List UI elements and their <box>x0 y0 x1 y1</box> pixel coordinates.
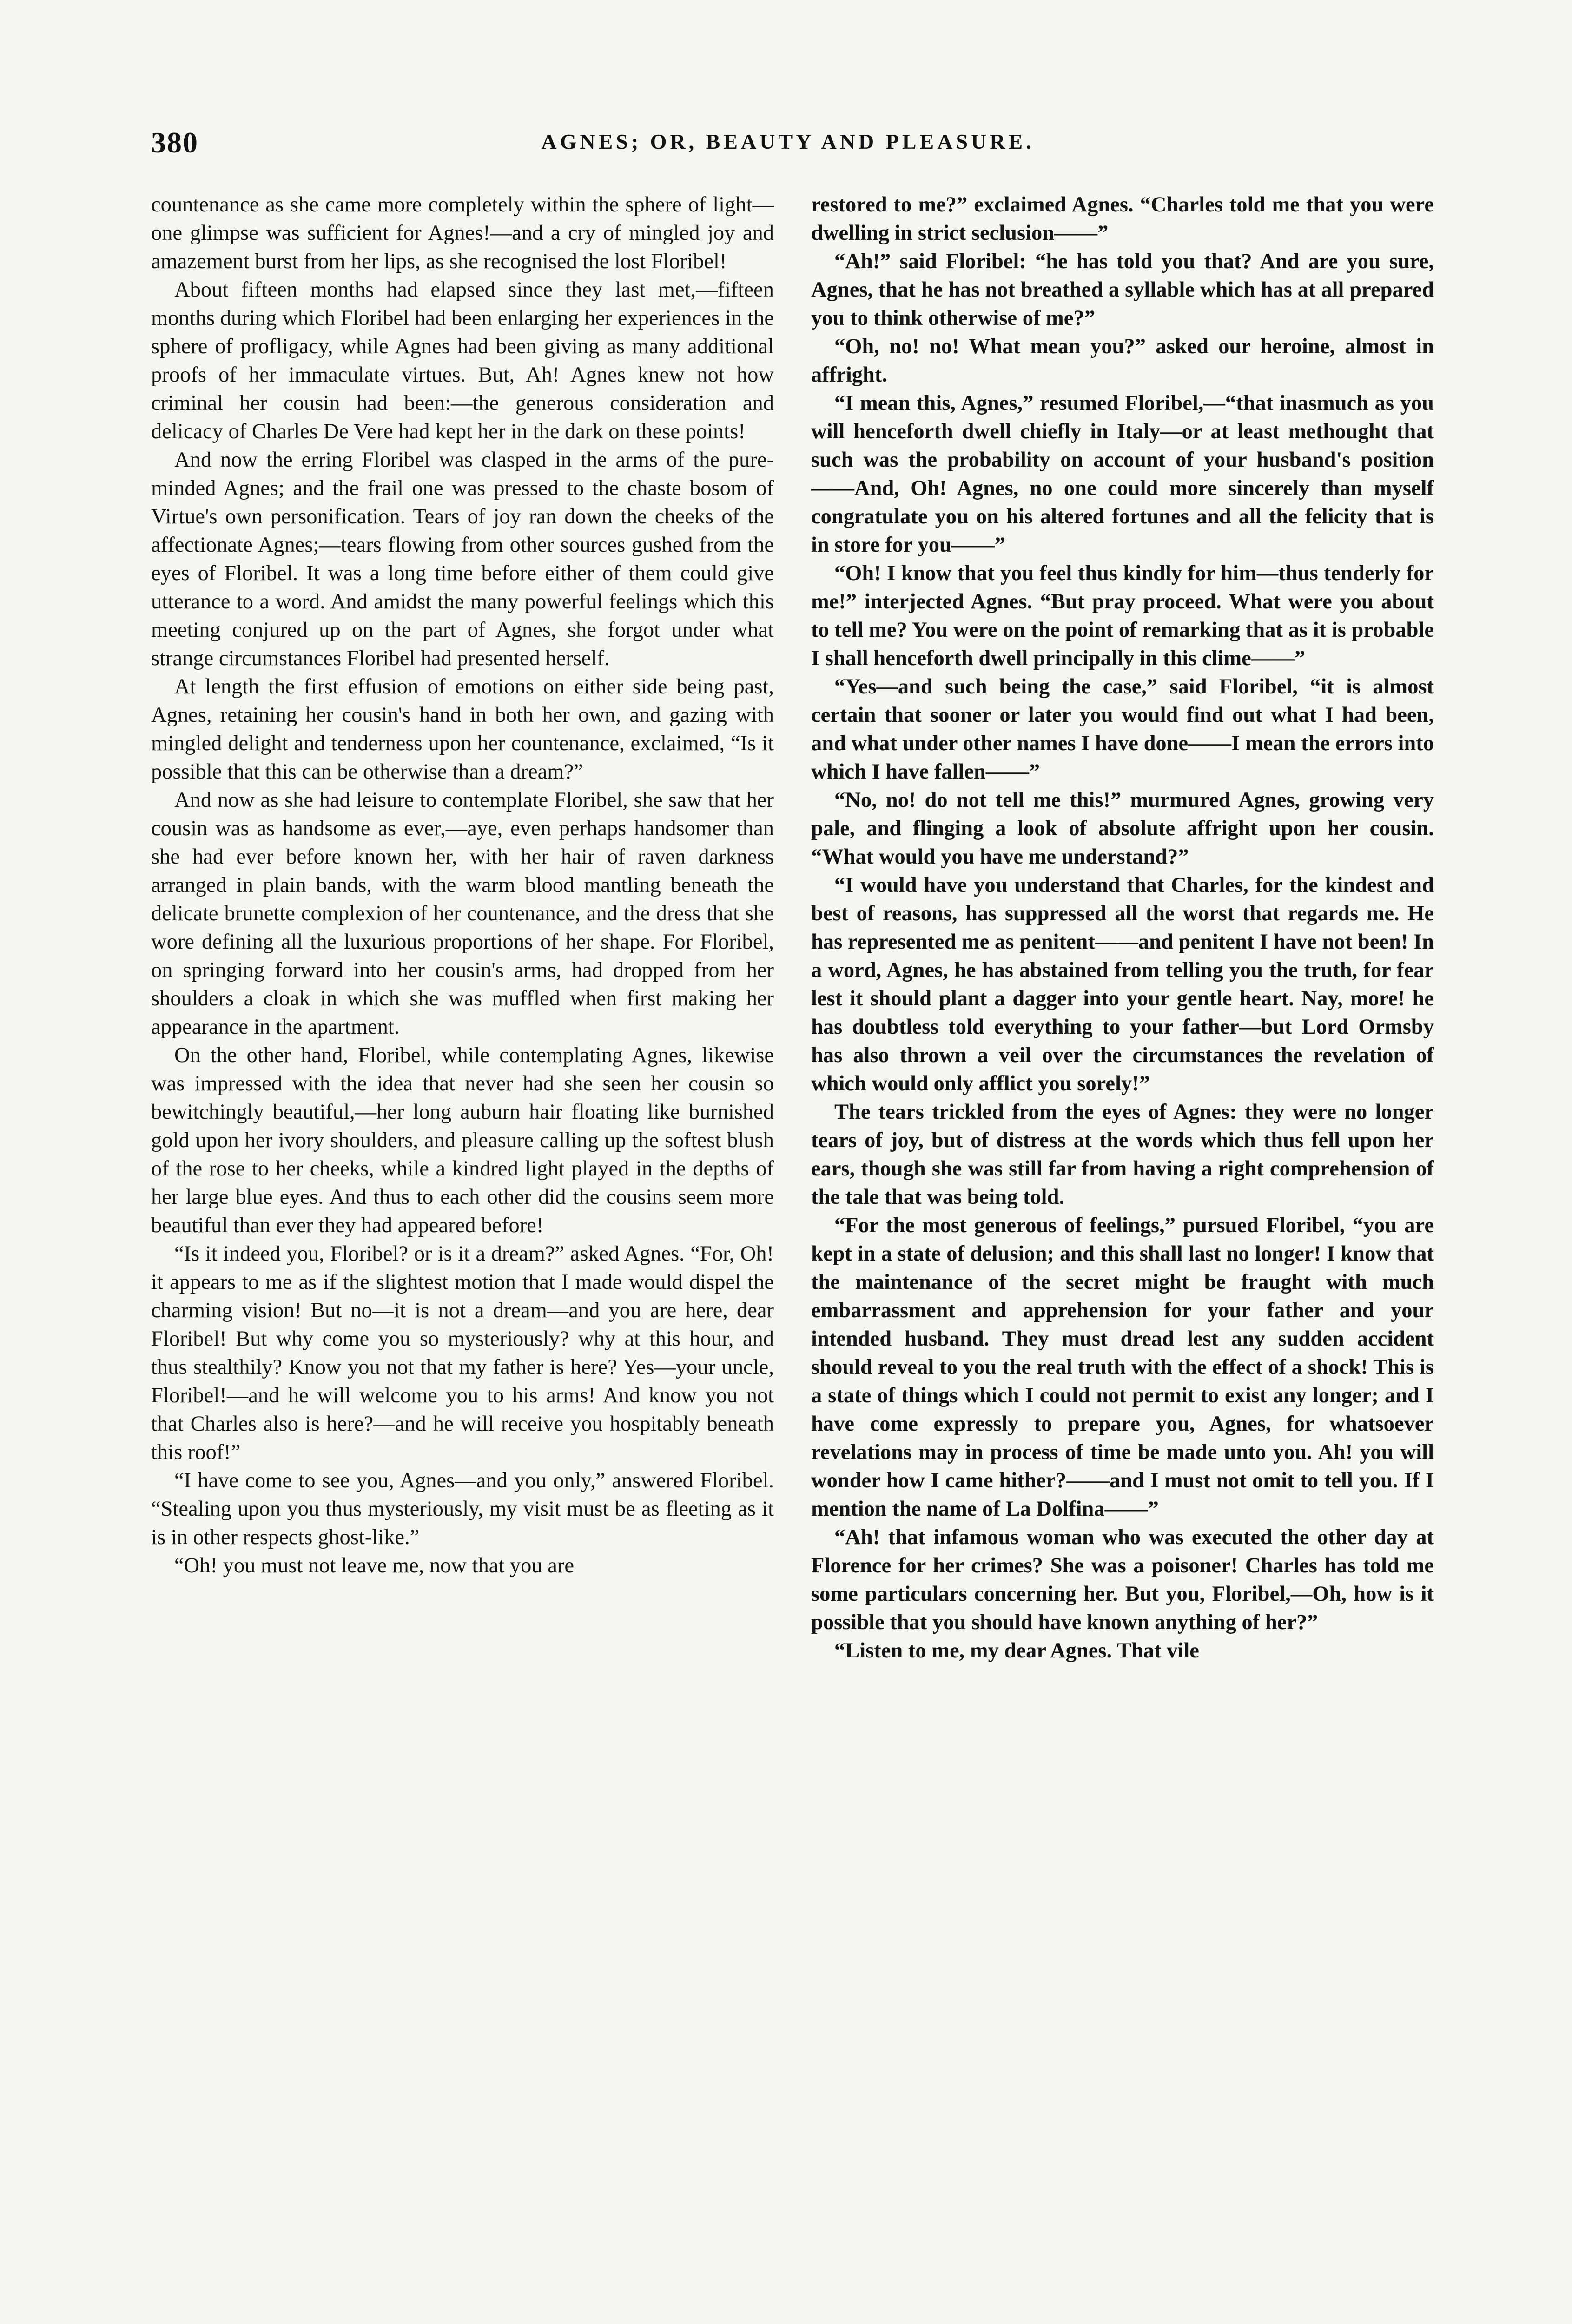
paragraph: “No, no! do not tell me this!” murmured Agnes, growing very pale, and flinging a look of absolute affright upon her cousin. “What would you have me understand?” <box>811 788 1434 869</box>
page-number: 380 <box>151 126 198 159</box>
paragraph: And now as she had leisure to contemplate Floribel, she saw that her cousin was as handsome as ever,—aye, even perhaps handsomer than she had ever before known her, with her hair of raven darkness arranged in plain bands, with the warm blood mantling beneath the delicate brunette complexion of her countenance, and the dress that she wore defining all the luxurious proportions of her shape. For Floribel, on springing forward into her cousin's arms, had dropped from her shoulders a cloak in which she was muffled when first making her appearance in the apartment. <box>151 788 774 1039</box>
left-column <box>151 191 774 1580</box>
running-title: AGNES; OR, BEAUTY AND PLEASURE. <box>541 130 1035 153</box>
paragraph: At length the first effusion of emotions on either side being past, Agnes, retaining her cousin's hand in both her own, and gazing with mingled delight and tenderness upon her countenance, exclaimed, “Is it possible that this can be otherwise than a dream?” <box>151 675 774 784</box>
paragraph: “Ah!” said Floribel: “he has told you that? And are you sure, Agnes, that he has not breathed a syllable which has at all prepared you to think otherwise of me?” <box>811 250 1434 330</box>
paragraph: The tears trickled from the eyes of Agnes: they were no longer tears of joy, but of distress at the words which thus fell upon her ears, though she was still far from having a right comprehension of the tale that was being told. <box>811 1100 1434 1209</box>
paragraph: “I have come to see you, Agnes—and you only,” answered Floribel. “Stealing upon you thus mysteriously, my visit must be as fleeting as it is in other respects ghost-like.” <box>151 1469 774 1549</box>
paragraph: On the other hand, Floribel, while contemplating Agnes, likewise was impressed with the idea that never had she seen her cousin so bewitchingly beautiful,—her long auburn hair floating like burnished gold upon her ivory shoulders, and pleasure calling up the softest blush of the rose to her cheeks, while a kindred light played in the depths of her large blue eyes. And thus to each other did the cousins seem more beautiful than ever they had appeared before! <box>151 1043 774 1237</box>
paragraph: “Oh, no! no! What mean you?” asked our heroine, almost in affright. <box>811 335 1434 387</box>
paragraph: About fifteen months had elapsed since they last met,—fifteen months during which Floribel had been enlarging her experiences in the sphere of profligacy, while Agnes had been giving as many additional proofs of her immaculate virtues. But, Ah! Agnes knew not how criminal her cousin had been:—the generous consideration and delicacy of Charles De Vere had kept her in the dark on these points! <box>151 278 774 443</box>
paragraph: “Ah! that infamous woman who was executed the other day at Florence for her crimes? She was a poisoner! Charles has told me some particulars concerning her. But you, Floribel,—Oh, how is it possible that you should have known anything of her?” <box>811 1525 1434 1634</box>
paragraph: countenance as she came more completely within the sphere of light—one glimpse was sufficient for Agnes!—and a cry of mingled joy and amazement burst from her lips, as she recognised the lost Floribel! <box>151 193 774 273</box>
paragraph: “Yes—and such being the case,” said Floribel, “it is almost certain that sooner or later you would find out what I had been, and what under other names I have done——I mean the errors into which I have fallen——” <box>811 675 1434 784</box>
paragraph: And now the erring Floribel was clasped in the arms of the pure-minded Agnes; and the frail one was pressed to the chaste bosom of Virtue's own personification. Tears of joy ran down the cheeks of the affectionate Agnes;—tears flowing from other sources gushed from the eyes of Floribel. It was a long time before either of them could give utterance to a word. And amidst the many powerful feelings which this meeting conjured up on the part of Agnes, she forgot under what strange circumstances Floribel had presented herself. <box>151 448 774 670</box>
paragraph: restored to me?” exclaimed Agnes. “Charles told me that you were dwelling in strict seclusion——” <box>811 193 1434 245</box>
paragraph: “For the most generous of feelings,” pursued Floribel, “you are kept in a state of delusion; and this shall last no longer! I know that the maintenance of the secret might be fraught with much embarrassment and apprehension for your father and your intended husband. They must dread lest any sudden accident should reveal to you the real truth with the effect of a shock! This is a state of things which I could not permit to exist any longer; and I have come expressly to prepare you, Agnes, for whatsoever revelations may in process of time be made unto you. Ah! you will wonder how I came hither?——and I must not omit to tell you. If I mention the name of La Dolfina——” <box>811 1214 1434 1521</box>
paragraph: “I would have you understand that Charles, for the kindest and best of reasons, has suppressed all the worst that regards me. He has represented me as penitent——and penitent I have not been! In a word, Agnes, he has abstained from telling you the truth, for fear lest it should plant a dagger into your gentle heart. Nay, more! he has doubtless told everything to your father—but Lord Ormsby has also thrown a veil over the circumstances the revelation of which would only afflict you sorely!” <box>811 873 1434 1096</box>
page-header <box>151 125 1425 167</box>
paragraph: “Oh! I know that you feel thus kindly for him—thus tenderly for me!” interjected Agnes. “But pray proceed. What were you about to tell me? You were on the point of remarking that as it is probable I shall henceforth dwell principally in this clime——” <box>811 561 1434 670</box>
paragraph: “I mean this, Agnes,” resumed Floribel,—“that inasmuch as you will henceforth dwell chiefly in Italy—or at least methought that such was the probability on account of your husband's position——And, Oh! Agnes, no one could more sincerely than myself congratulate you on his altered fortunes and all the felicity that is in store for you——” <box>811 391 1434 557</box>
right-column <box>811 191 1434 1665</box>
paragraph: “Listen to me, my dear Agnes. That vile <box>834 1639 1199 1663</box>
paragraph: “Oh! you must not leave me, now that you are <box>174 1554 575 1578</box>
paragraph: “Is it indeed you, Floribel? or is it a dream?” asked Agnes. “For, Oh! it appears to me as if the slightest motion that I made would dispel the charming vision! But no—it is not a dream—and you are here, dear Floribel! But why come you so mysteriously? why at this hour, and thus stealthily? Know you not that my father is here? Yes—your uncle, Floribel!—and he will welcome you to his arms! And know you not that Charles also is here?—and he will receive you hospitably beneath this roof!” <box>151 1242 774 1464</box>
